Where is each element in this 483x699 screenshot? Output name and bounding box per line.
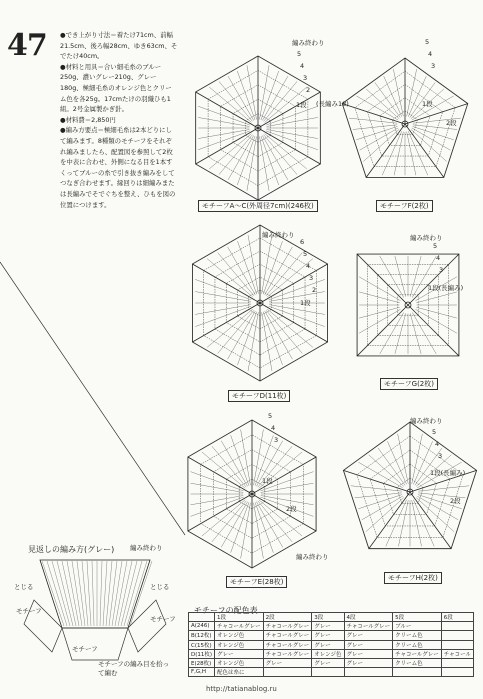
label-join-left: とじる — [14, 583, 34, 591]
label-motif-left: モチーフ — [16, 607, 42, 615]
label-row4: 4 — [306, 262, 311, 270]
table-cell: F,G,H — [189, 668, 215, 677]
label-join-right: とじる — [150, 583, 170, 591]
label-motif-right: モチーフ — [150, 615, 176, 623]
label-end: 編み終わり — [410, 234, 443, 242]
label-row5: 5 — [297, 50, 302, 58]
motif-e-chart — [188, 420, 316, 568]
table-cell: グレー — [312, 622, 344, 631]
table-cell: グレー — [215, 649, 264, 658]
color-table — [188, 612, 474, 677]
table-cell — [344, 668, 393, 677]
table-cell — [441, 622, 473, 631]
label-row4: 4 — [435, 440, 440, 448]
motif-caption-d: モチーフD(11枚) — [228, 390, 290, 402]
materials-paragraph: ●材料と用具＝合い細毛糸のブルー250g、濃いグレー210g、グレー180g、極細毛糸のオレンジ色とクリーム色を各25g。17cmたけの羽織ひも1組。2号金属製かぎ針。 — [60, 62, 172, 114]
label-row3: 3 — [431, 62, 436, 70]
label-row1: 1段 — [262, 477, 273, 485]
edging-title: 見返しの編み方(グレー) — [28, 545, 115, 554]
table-header: 1段 — [215, 613, 264, 622]
label-end: 編み終わり — [292, 39, 325, 47]
table-cell — [441, 631, 473, 640]
table-cell: グレー — [263, 658, 312, 667]
table-cell — [441, 658, 473, 667]
table-header: 5段 — [393, 613, 442, 622]
table-cell: A(246) — [189, 622, 215, 631]
cost-paragraph: ●材料費＝2,850円 — [60, 115, 116, 124]
motif-caption-abc: モチーフA〜C(外周径7cm)(246枚) — [198, 200, 318, 212]
table-cell: チャコールグレー — [344, 622, 393, 631]
table-cell: チャコールグレー — [263, 649, 312, 658]
table-cell — [441, 668, 473, 677]
table-cell: チャコールグレー — [263, 622, 312, 631]
table-cell: ブルー — [393, 622, 442, 631]
motif-g-chart — [357, 254, 459, 356]
table-header: 3段 — [312, 613, 344, 622]
table-cell: グレー — [344, 640, 393, 649]
table-row — [189, 658, 474, 667]
label-row2: 2段 — [286, 505, 297, 513]
watermark-url: http://tatianablog.ru — [206, 685, 277, 693]
table-header — [189, 613, 215, 622]
table-row — [189, 622, 474, 631]
table-header: 2段 — [263, 613, 312, 622]
label-row1: 1段 — [422, 100, 433, 108]
table-cell: チャコールグレー — [215, 622, 264, 631]
table-cell: D(11枚) — [189, 649, 215, 658]
table-row — [189, 631, 474, 640]
table-cell — [441, 640, 473, 649]
table-cell: チャコール — [441, 649, 473, 658]
table-cell: グレー — [344, 649, 393, 658]
label-row2: 2段 — [450, 497, 461, 505]
label-row4: 4 — [428, 50, 433, 58]
table-header-row — [189, 613, 474, 622]
table-row — [189, 668, 474, 677]
table-cell: オレンジ色 — [215, 631, 264, 640]
size-paragraph: ●でき上がり寸法＝着たけ71cm、前幅21.5cm、後ろ幅28cm、ゆき63cm、そでたけ40cm。 — [60, 31, 178, 61]
label-row5: 5 — [433, 242, 438, 250]
table-cell: グレー — [312, 631, 344, 640]
label-row6: 6 — [300, 238, 305, 246]
label-row4: 4 — [300, 62, 305, 70]
method-paragraph: ●編み方要点＝極細毛糸は2本どりにして編みます。8種類のモチーフをそれぞれ編みましたら、配置図を参照して2枚を中表に合わせ、外側になる目を1本すくってブルーの糸で引き抜き編みをしてつなぎ合わせます。縁回りは細編みまたは長編みでそでぐちを整え、ひもを図の位置につけます。 — [60, 126, 176, 209]
motif-caption-e: モチーフE(28枚) — [226, 576, 287, 588]
label-end: 編み終わり — [130, 544, 163, 552]
table-cell: クリーム色 — [393, 640, 442, 649]
label-row3: 3 — [438, 452, 443, 460]
table-cell: グレー — [312, 640, 344, 649]
label-row3: 3 — [439, 266, 444, 274]
label-treble: (長編み18) — [316, 100, 349, 108]
label-end: 編み終わり — [262, 231, 295, 239]
table-row — [189, 640, 474, 649]
table-cell: チャコールグレー — [263, 640, 312, 649]
table-cell: B(12枚) — [189, 631, 215, 640]
table-cell: グレー — [344, 658, 393, 667]
table-cell: チャコールグレー — [263, 631, 312, 640]
label-row1: 1段(長編み) — [428, 284, 464, 292]
motif-caption-h: モチーフH(2枚) — [384, 572, 442, 584]
label-end: 編み終わり — [296, 553, 329, 561]
label-row1: 1段 — [300, 299, 311, 307]
label-motif-bottom: モチーフ — [72, 645, 98, 653]
table-cell: 配色は糸に — [215, 668, 264, 677]
table-cell: オレンジ色 — [312, 649, 344, 658]
label-row5: 5 — [268, 412, 273, 420]
label-row3: 3 — [274, 436, 279, 444]
label-row3: 3 — [303, 74, 308, 82]
color-table-title: モチーフの配色表 — [194, 606, 258, 615]
motif-h-chart — [343, 422, 476, 549]
label-pick-up: モチーフの編み目を拾って編む — [98, 660, 170, 677]
label-row4: 4 — [436, 254, 441, 262]
label-row3: 3 — [309, 274, 314, 282]
label-row4: 4 — [271, 424, 276, 432]
label-row2: 2段 — [446, 119, 457, 127]
label-end: 編み終わり — [410, 417, 443, 425]
label-row2: 2 — [312, 286, 317, 294]
table-cell — [263, 668, 312, 677]
table-cell — [393, 668, 442, 677]
table-cell: チャコールグレー — [393, 649, 442, 658]
motif-caption-f: モチーフF(2枚) — [376, 200, 433, 212]
fold-line — [0, 262, 185, 535]
table-cell — [312, 668, 344, 677]
table-header: 6段 — [441, 613, 473, 622]
table-cell: E(28枚) — [189, 658, 215, 667]
table-cell: グレー — [312, 658, 344, 667]
table-cell: グレー — [344, 631, 393, 640]
label-row5: 5 — [425, 38, 430, 46]
table-row — [189, 649, 474, 658]
label-row1: 1段(長編み) — [430, 469, 466, 477]
table-cell: オレンジ色 — [215, 658, 264, 667]
table-header: 4段 — [344, 613, 393, 622]
label-row5: 5 — [432, 428, 437, 436]
label-row5: 5 — [303, 250, 308, 258]
label-row2: 2 — [306, 86, 311, 94]
table-cell: クリーム色 — [393, 631, 442, 640]
motif-abc-chart — [196, 56, 321, 200]
table-cell: C(15枚) — [189, 640, 215, 649]
pattern-number: 47 — [7, 28, 47, 63]
motif-caption-g: モチーフG(2枚) — [380, 378, 438, 390]
table-cell: クリーム色 — [393, 658, 442, 667]
label-row1: 1段 — [296, 101, 307, 109]
table-cell: オレンジ色 — [215, 640, 264, 649]
